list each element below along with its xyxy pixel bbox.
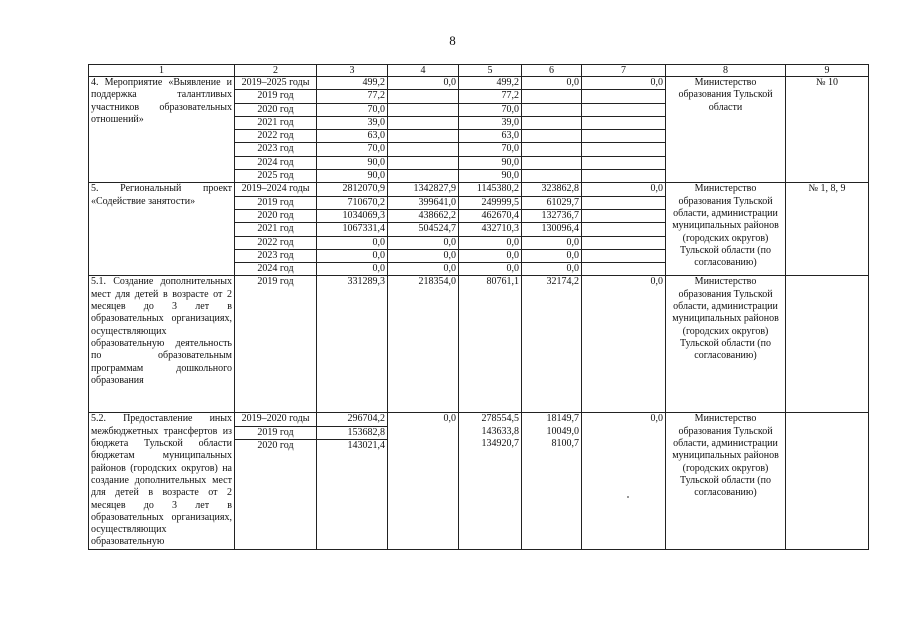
local-cell: [522, 143, 582, 156]
local-cell: 32174,2: [522, 276, 582, 413]
total-cell: 63,0: [317, 130, 388, 143]
period-value: 2019 год: [235, 427, 316, 440]
regional-cell: 80761,1: [459, 276, 522, 413]
other-cell: [582, 223, 666, 236]
table-row: [89, 77, 869, 90]
local-cell: [522, 413, 582, 549]
other-cell: [582, 130, 666, 143]
total-value: 296704,2: [317, 413, 387, 426]
local-cell: 130096,4: [522, 223, 582, 236]
regional-cell: 77,2: [459, 90, 522, 103]
other-cell: [582, 209, 666, 222]
federal-cell: [388, 116, 459, 129]
total-value: 143021,4: [347, 440, 385, 452]
period-cell: 2021 год: [235, 223, 317, 236]
local-cell: [522, 170, 582, 183]
executor-cell: Министерство образования Тульской области, администрации муниципальных районов (городских округов) Тульской области (по согласованию): [666, 276, 786, 413]
regional-cell: 1145380,2: [459, 183, 522, 196]
total-cell: 70,0: [317, 143, 388, 156]
executor-cell: Министерство образования Тульской области, администрации муниципальных районов (городских округов) Тульской области (по согласованию): [666, 413, 786, 549]
other-cell: [582, 103, 666, 116]
other-cell: 0,0: [582, 183, 666, 196]
local-cell: 132736,7: [522, 209, 582, 222]
local-cell: [522, 156, 582, 169]
federal-cell: 399641,0: [388, 196, 459, 209]
local-cell: 0,0: [522, 77, 582, 90]
federal-cell: 504524,7: [388, 223, 459, 236]
other-value: 0,0: [650, 413, 663, 425]
indicator-cell: № 10: [786, 77, 869, 183]
other-cell: [582, 196, 666, 209]
total-cell: 77,2: [317, 90, 388, 103]
other-cell: [582, 249, 666, 262]
other-cell: 0,0: [582, 77, 666, 90]
total-cell: 90,0: [317, 170, 388, 183]
local-value: 8100,7: [551, 438, 579, 450]
other-cell: [582, 143, 666, 156]
period-cell: 2025 год: [235, 170, 317, 183]
period-cell: 2024 год: [235, 263, 317, 276]
period-cell: 2024 год: [235, 156, 317, 169]
local-cell: 323862,8: [522, 183, 582, 196]
regional-cell: 0,0: [459, 263, 522, 276]
total-cell: 90,0: [317, 156, 388, 169]
period-cell: 2020 год: [235, 103, 317, 116]
period-cell: 2019 год: [235, 276, 317, 413]
indicator-cell: [786, 276, 869, 413]
indicator-cell: [786, 413, 869, 549]
total-cell: 331289,3: [317, 276, 388, 413]
regional-value: 143633,8: [481, 425, 519, 437]
local-value: 18149,7: [546, 413, 579, 425]
total-value: 153682,8: [317, 427, 387, 440]
local-cell: 0,0: [522, 236, 582, 249]
other-cell: [582, 116, 666, 129]
header-cell: 5: [459, 65, 522, 77]
regional-cell: 39,0: [459, 116, 522, 129]
header-cell: 1: [89, 65, 235, 77]
total-cell: 0,0: [317, 263, 388, 276]
total-cell: 70,0: [317, 103, 388, 116]
header-cell: 2: [235, 65, 317, 77]
header-cell: 8: [666, 65, 786, 77]
local-value: 10049,0: [546, 425, 579, 437]
measure-name: 4. Мероприятие «Выявление и поддержка талантливых участников образовательных отношений»: [89, 77, 235, 183]
other-cell: [582, 90, 666, 103]
period-cell: 2022 год: [235, 130, 317, 143]
local-cell: 0,0: [522, 263, 582, 276]
table-row: [89, 413, 869, 549]
budget-table: [88, 64, 869, 550]
total-cell: 0,0: [317, 249, 388, 262]
federal-cell: [388, 90, 459, 103]
local-cell: [522, 130, 582, 143]
total-cell: 710670,2: [317, 196, 388, 209]
period-cell: [235, 413, 317, 549]
regional-cell: 90,0: [459, 156, 522, 169]
regional-cell: 462670,4: [459, 209, 522, 222]
measure-name: 5. Региональный проект «Содействие занятости»: [89, 183, 235, 276]
regional-value: 278554,5: [481, 413, 519, 425]
regional-cell: 249999,5: [459, 196, 522, 209]
total-cell: 2812070,9: [317, 183, 388, 196]
other-cell: [582, 263, 666, 276]
table-row: [89, 183, 869, 196]
header-row: [89, 65, 869, 77]
regional-cell: 0,0: [459, 236, 522, 249]
total-cell: 0,0: [317, 236, 388, 249]
measure-name: 5.1. Создание дополнительных мест для детей в возрасте от 2 месяцев до 3 лет в образовательных организациях, осуществляющих образовательную деятельность по образовательным программам дошкольного образования: [89, 276, 235, 413]
federal-cell: 0,0: [388, 249, 459, 262]
federal-cell: [388, 413, 459, 549]
federal-cell: 0,0: [388, 77, 459, 90]
federal-cell: [388, 130, 459, 143]
period-cell: 2019–2024 годы: [235, 183, 317, 196]
executor-cell: Министерство образования Тульской области, администрации муниципальных районов (городских округов) Тульской области (по согласованию): [666, 183, 786, 276]
regional-value: 134920,7: [481, 438, 519, 450]
federal-cell: [388, 170, 459, 183]
period-value: 2020 год: [257, 440, 294, 452]
indicator-cell: № 1, 8, 9: [786, 183, 869, 276]
federal-cell: 1342827,9: [388, 183, 459, 196]
period-cell: 2023 год: [235, 249, 317, 262]
other-cell: [582, 413, 666, 549]
header-cell: 3: [317, 65, 388, 77]
table-body: [89, 65, 869, 550]
period-cell: 2023 год: [235, 143, 317, 156]
regional-cell: 0,0: [459, 249, 522, 262]
other-cell: [582, 156, 666, 169]
federal-value: 0,0: [443, 413, 456, 425]
local-cell: [522, 116, 582, 129]
period-cell: 2022 год: [235, 236, 317, 249]
regional-cell: 499,2: [459, 77, 522, 90]
federal-cell: 0,0: [388, 236, 459, 249]
period-cell: 2019 год: [235, 90, 317, 103]
federal-cell: 438662,2: [388, 209, 459, 222]
total-cell: 39,0: [317, 116, 388, 129]
local-cell: 61029,7: [522, 196, 582, 209]
other-cell: [582, 236, 666, 249]
period-cell: 2019–2025 годы: [235, 77, 317, 90]
period-cell: 2020 год: [235, 209, 317, 222]
total-cell: 1034069,3: [317, 209, 388, 222]
total-cell: [317, 413, 388, 549]
period-cell: 2019 год: [235, 196, 317, 209]
table-row: [89, 276, 869, 413]
federal-cell: 0,0: [388, 263, 459, 276]
regional-cell: 90,0: [459, 170, 522, 183]
scan-speck: [627, 496, 629, 498]
regional-cell: 63,0: [459, 130, 522, 143]
other-cell: 0,0: [582, 276, 666, 413]
federal-cell: [388, 156, 459, 169]
total-cell: 499,2: [317, 77, 388, 90]
period-cell: 2021 год: [235, 116, 317, 129]
local-cell: 0,0: [522, 249, 582, 262]
regional-cell: 432710,3: [459, 223, 522, 236]
page-number: 8: [449, 33, 456, 48]
header-cell: 7: [582, 65, 666, 77]
regional-cell: [459, 413, 522, 549]
other-cell: [582, 170, 666, 183]
measure-name: 5.2. Предоставление иных межбюджетных трансфертов из бюджета Тульской области бюджетам муниципальных районов (городских округов) на создание дополнительных мест для детей в возрасте от 2 месяцев до 3 лет в образовательных организациях, осуществляющих образовательную: [89, 413, 235, 549]
federal-cell: 218354,0: [388, 276, 459, 413]
header-cell: 9: [786, 65, 869, 77]
federal-cell: [388, 143, 459, 156]
local-cell: [522, 103, 582, 116]
federal-cell: [388, 103, 459, 116]
header-cell: 4: [388, 65, 459, 77]
header-cell: 6: [522, 65, 582, 77]
executor-cell: Министерство образования Тульской области: [666, 77, 786, 183]
local-cell: [522, 90, 582, 103]
regional-cell: 70,0: [459, 103, 522, 116]
regional-cell: 70,0: [459, 143, 522, 156]
total-cell: 1067331,4: [317, 223, 388, 236]
period-value: 2019–2020 годы: [235, 413, 316, 426]
